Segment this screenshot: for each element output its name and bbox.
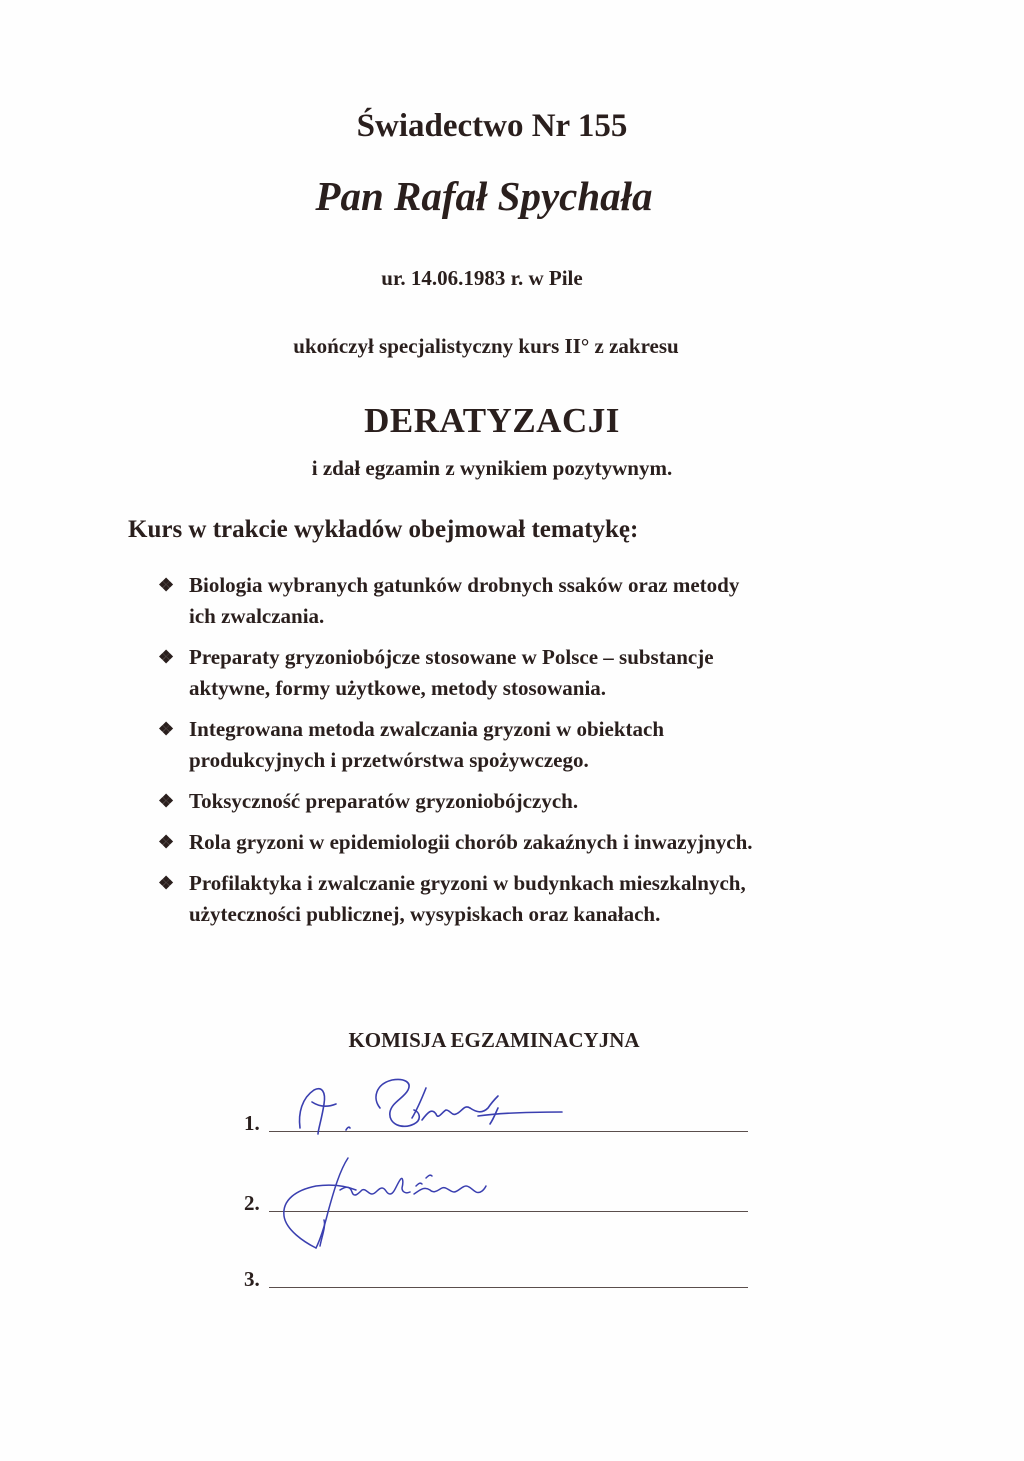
topic-text: użyteczności publicznej, wysypiskach oraz kanałach.	[189, 902, 661, 926]
topics-heading: Kurs w trakcie wykładów obejmował tematykę:	[128, 516, 639, 543]
signature-number: 3.	[244, 1267, 260, 1291]
topic-item	[158, 827, 858, 858]
commission-title: KOMISJA EGZAMINACYJNA	[348, 1028, 640, 1052]
topic-text: Integrowana metoda zwalczania gryzoni w obiektach	[189, 717, 664, 741]
topic-text: Biologia wybranych gatunków drobnych ssaków oraz metody	[189, 573, 740, 597]
topic-text: Preparaty gryzoniobójcze stosowane w Polsce – substancje	[189, 645, 714, 669]
topics-list	[158, 570, 858, 940]
course-subject: DERATYZACJI	[364, 401, 620, 440]
diamond-bullet-icon: ❖	[158, 719, 175, 739]
birth-info: ur. 14.06.1983 r. w Pile	[381, 266, 583, 290]
topic-item	[158, 786, 858, 817]
diamond-bullet-icon: ❖	[158, 647, 175, 667]
topic-text: Rola gryzoni w epidemiologii chorób zakaźnych i inwazyjnych.	[189, 830, 753, 854]
certificate-number: Świadectwo Nr 155	[356, 108, 628, 144]
topic-text: ich zwalczania.	[189, 604, 325, 628]
topic-item	[158, 642, 858, 704]
course-completion-text: ukończył specjalistyczny kurs II° z zakresu	[293, 334, 679, 358]
signature-number: 2.	[244, 1191, 260, 1215]
topic-text: produkcyjnych i przetwórstwa spożywczego.	[189, 748, 589, 772]
diamond-bullet-icon: ❖	[158, 575, 175, 595]
topic-item	[158, 714, 858, 776]
handwritten-signature-2	[276, 1150, 516, 1260]
diamond-bullet-icon: ❖	[158, 791, 175, 811]
topic-text: aktywne, formy użytkowe, metody stosowania.	[189, 676, 607, 700]
handwritten-signature-1	[292, 1068, 582, 1148]
signature-number: 1.	[244, 1111, 260, 1135]
topic-text: Profilaktyka i zwalczanie gryzoni w budynkach mieszkalnych,	[189, 871, 746, 895]
topic-item	[158, 570, 858, 632]
diamond-bullet-icon: ❖	[158, 832, 175, 852]
topic-text: Toksyczność preparatów gryzoniobójczych.	[189, 789, 579, 813]
topic-item	[158, 868, 858, 930]
exam-result-text: i zdał egzamin z wynikiem pozytywnym.	[311, 456, 673, 480]
signature-line	[269, 1287, 748, 1288]
diamond-bullet-icon: ❖	[158, 873, 175, 893]
recipient-name: Pan Rafał Spychała	[315, 173, 653, 219]
